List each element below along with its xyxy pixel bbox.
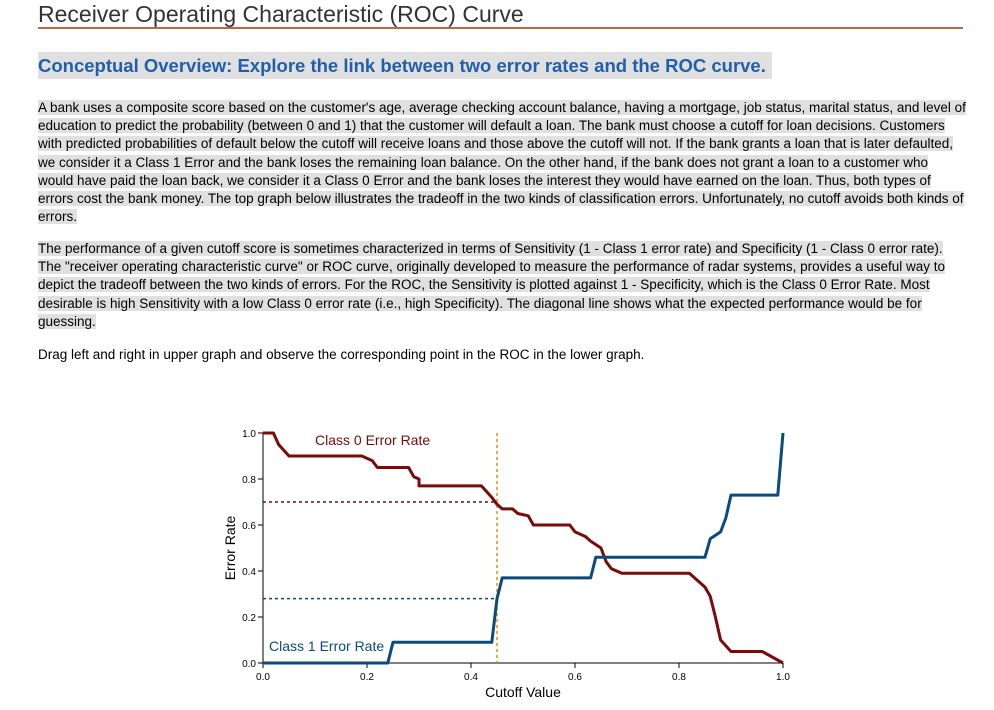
page-title: Receiver Operating Characteristic (ROC) Curve	[38, 1, 524, 27]
y-tick-label: 1.0	[242, 429, 256, 440]
intro-paragraph	[38, 99, 966, 226]
error-rate-lines	[263, 433, 783, 663]
y-tick-label: 0.2	[242, 613, 256, 624]
roc-explanation-text: The performance of a given cutoff score is sometimes characterized in terms of Sensitivity (1 - Class 1 error rate) and Specificity (1 - Class 0 error rate). The "receiver operating characteristic curve" or ROC curve, originally developed to measure the performance of radar systems, provides a useful way to depict the tradeoff between the two kinds of errors. For the ROC, the Sensitivity is plotted against 1 - Specificity, which is the Class 0 Error Rate. Most desirable is high Sensitivity with a low Class 0 error rate (i.e., high Specificity). The diagonal line shows what the expected performance would be for guessing.	[38, 241, 945, 329]
x-tick-label: 1.0	[776, 672, 790, 683]
class1-error-rate-line	[263, 433, 783, 663]
cutoff-guides	[263, 433, 497, 663]
title-divider	[38, 27, 963, 29]
x-tick-label: 0.8	[672, 672, 686, 683]
x-tick-label: 0.0	[256, 672, 270, 683]
x-tick-label: 0.2	[360, 672, 374, 683]
class0-error-rate-line	[263, 433, 783, 663]
intro-paragraph-text: A bank uses a composite score based on the customer's age, average checking account balance, having a mortgage, job status, marital status, and level of education to predict the probability (between 0 and 1) that the customer will default a loan. The bank must choose a cutoff for loan decisions. Customers with predicted probabilities of default below the cutoff will receive loans and those above the cutoff will not. If the bank grants a loan that is later defaulted, we consider it a Class 1 Error and the bank loses the remaining loan balance. On the other hand, if the bank does not grant a loan to a customer who would have paid the loan back, we consider it a Class 0 Error and the bank loses the interest they would have earned on the loan. Thus, both types of errors cost the bank money. The top graph below illustrates the tradeoff in the two kinds of classification errors. Unfortunately, no cutoff avoids both kinds of errors.	[38, 100, 966, 225]
y-tick-label: 0.8	[242, 475, 256, 486]
overview-heading: Conceptual Overview: Explore the link between two error rates and the ROC curve.	[38, 52, 772, 79]
class1-series-label: Class 1 Error Rate	[269, 638, 385, 654]
series-labels	[269, 432, 430, 654]
roc-explanation-paragraph	[38, 240, 966, 331]
x-axis-title: Cutoff Value	[485, 684, 561, 700]
y-tick-label: 0.4	[242, 567, 256, 578]
x-tick-label: 0.6	[568, 672, 582, 683]
y-tick-label: 0.0	[242, 659, 256, 670]
instruction-text: Drag left and right in upper graph and observe the corresponding point in the ROC in the lower graph.	[38, 347, 645, 362]
x-tick-label: 0.4	[464, 672, 478, 683]
y-tick-label: 0.6	[242, 521, 256, 532]
chart-axes	[222, 429, 790, 700]
y-axis-title: Error Rate	[222, 515, 238, 581]
class0-series-label: Class 0 Error Rate	[315, 432, 431, 448]
